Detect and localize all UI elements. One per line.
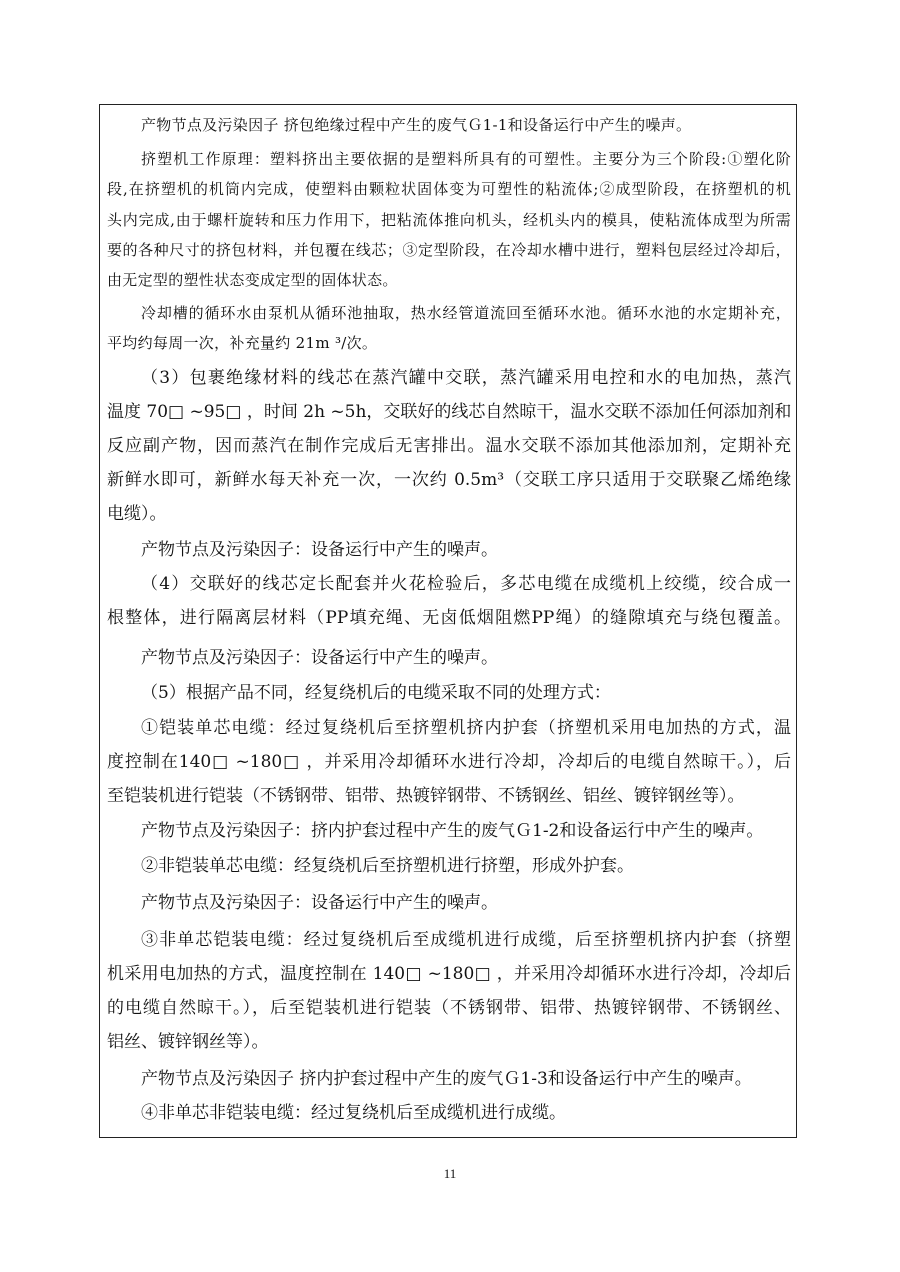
paragraph-line: ③非单芯铠装电缆：经过复绕机后至成缆机进行成缆，后至挤塑机挤内护套（挤塑	[141, 930, 791, 950]
page-number: 11	[443, 1166, 457, 1181]
paragraph-line: 冷却槽的循环水由泵机从循环池抽取，热水经管道流回至循环水池。循环水池的水定期补充，	[141, 304, 791, 322]
paragraph-line: 挤塑机工作原理：塑料挤出主要依据的是塑料所具有的可塑性。主要分为三个阶段:①塑化阶	[141, 150, 791, 168]
paragraph-line: 平均约每周一次，补充量约 21m ³/次。	[107, 334, 378, 352]
pollution-factor-line: 产物节点及污染因子 挤内护套过程中产生的废气Ｇ1-3和设备运行中产生的噪声。	[141, 1069, 752, 1089]
paragraph-line: 温度 70□ ~95□ ，时间 2h ~5h，交联好的线芯自然晾干，温水交联不添加任何添加剂和	[107, 402, 791, 422]
paragraph-line: 电缆）。	[107, 504, 167, 524]
paragraph-line: 根整体，进行隔离层材料（PP填充绳、无卤低烟阻燃PP绳）的缝隙填充与绕包覆盖。	[107, 608, 791, 628]
paragraph-line: （3）包裹绝缘材料的线芯在蒸汽罐中交联，蒸汽罐采用电控和水的电加热，蒸汽	[141, 368, 791, 388]
pollution-factor-line: 产物节点及污染因子：挤内护套过程中产生的废气Ｇ1-2和设备运行中产生的噪声。	[141, 821, 764, 841]
pollution-factor-line: 产物节点及污染因子：设备运行中产生的噪声。	[141, 893, 498, 913]
paragraph-line: 度控制在140□ ~180□ ，并采用冷却循环水进行冷却，冷却后的电缆自然晾干。），后	[107, 752, 791, 772]
paragraph-line: 至铠装机进行铠装（不锈钢带、铝带、热镀锌钢带、不锈钢丝、铝丝、镀锌钢丝等）。	[107, 786, 745, 806]
pollution-factor-line: 产物节点及污染因子：设备运行中产生的噪声。	[141, 540, 498, 560]
paragraph-line: 反应副产物，因而蒸汽在制作完成后无害排出。温水交联不添加其他添加剂，定期补充	[107, 436, 791, 456]
pollution-factor-line: 产物节点及污染因子：设备运行中产生的噪声。	[141, 648, 498, 668]
paragraph-line: 铝丝、镀锌钢丝等）。	[107, 1032, 269, 1052]
paragraph-line: ②非铠装单芯电缆：经复绕机后至挤塑机进行挤塑，形成外护套。	[141, 856, 634, 876]
paragraph-line: 头内完成,由于螺杆旋转和压力作用下，把粘流体推向机头，经机头内的模具，使粘流体成型为所需	[107, 211, 791, 229]
paragraph-line: 段,在挤塑机的机筒内完成，使塑料由颗粒状固体变为可塑性的粘流体;②成型阶段，在挤塑机的机	[107, 180, 791, 198]
paragraph-line: （5）根据产品不同，经复绕机后的电缆采取不同的处理方式：	[141, 683, 611, 703]
paragraph-line: 机采用电加热的方式，温度控制在 140□ ~180□ ，并采用冷却循环水进行冷却，冷却后	[107, 964, 791, 984]
paragraph-line: 的电缆自然晾干。），后至铠装机进行铠装（不锈钢带、铝带、热镀锌钢带、不锈钢丝、	[107, 998, 791, 1018]
paragraph-line: 由无定型的塑性状态变成定型的固体状态。	[107, 271, 398, 289]
paragraph-line: 要的各种尺寸的挤包材料，并包覆在线芯；③定型阶段，在冷却水槽中进行，塑料包层经过冷却后，	[107, 241, 791, 259]
paragraph-line: （4）交联好的线芯定长配套并火花检验后，多芯电缆在成缆机上绞缆，绞合成一	[141, 574, 791, 594]
paragraph-line: 新鲜水即可，新鲜水每天补充一次，一次约 0.5m³（交联工序只适用于交联聚乙烯绝缘	[107, 470, 791, 490]
paragraph-line: ④非单芯非铠装电缆：经过复绕机后至成缆机进行成缆。	[141, 1103, 566, 1123]
pollution-factor-line: 产物节点及污染因子 挤包绝缘过程中产生的废气Ｇ1-1和设备运行中产生的噪声。	[141, 116, 692, 134]
paragraph-line: ①铠装单芯电缆：经过复绕机后至挤塑机挤内护套（挤塑机采用电加热的方式，温	[141, 718, 791, 738]
